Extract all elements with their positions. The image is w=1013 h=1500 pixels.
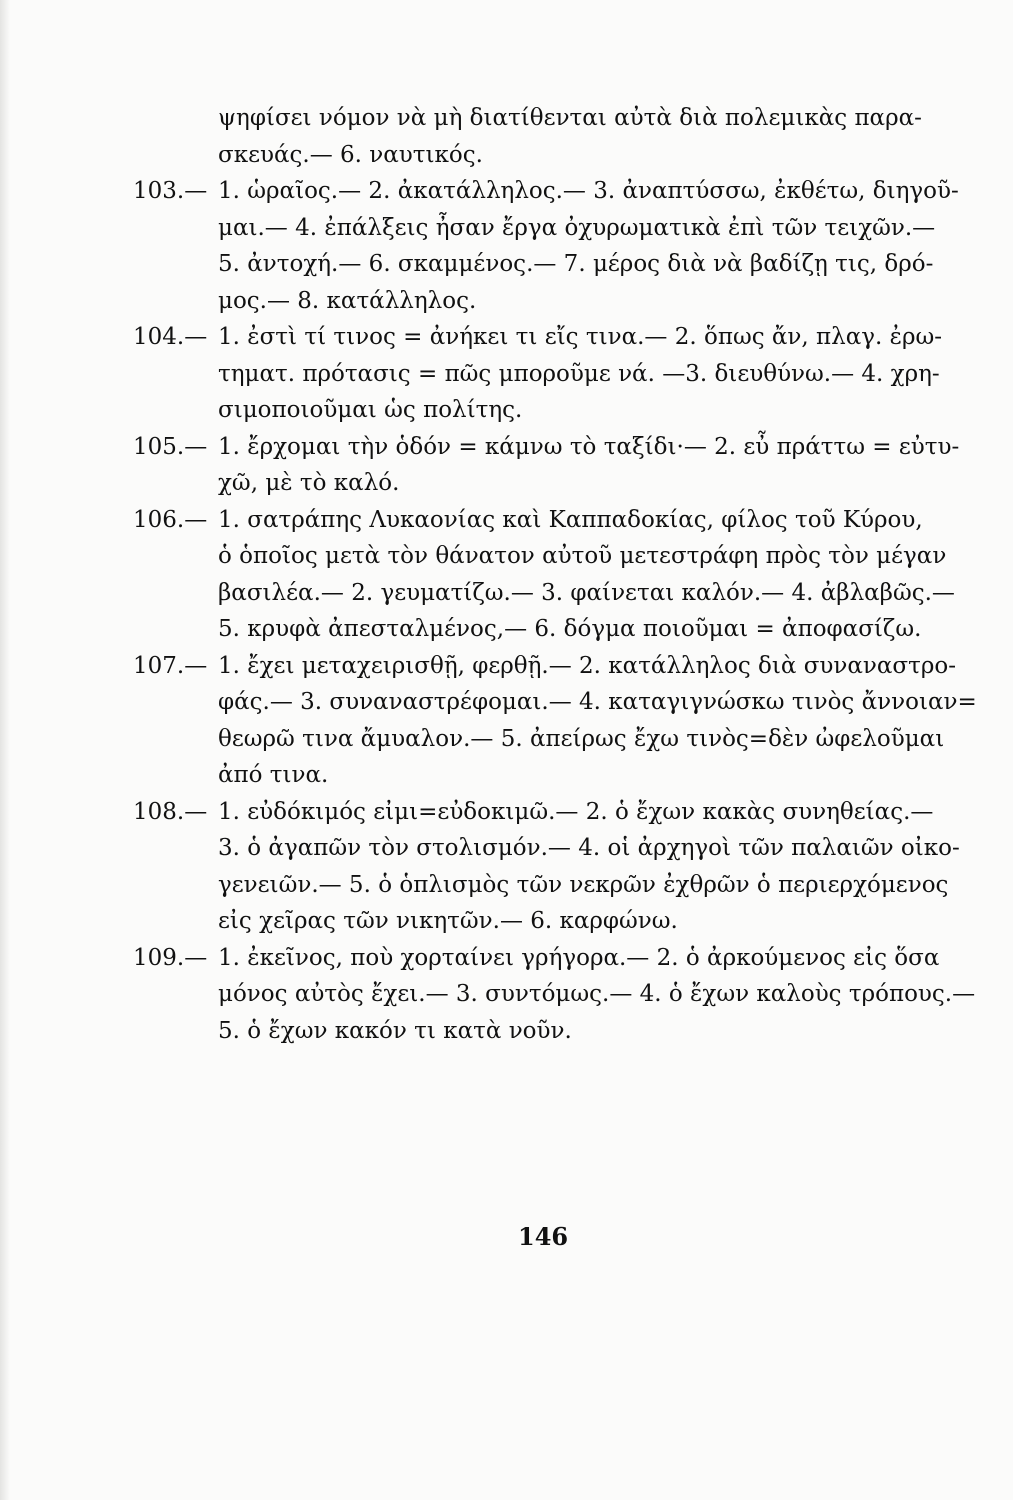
line-text: βασιλέα.— 2. γευματίζω.— 3. φαίνεται καλόν.— 4. ἀβλαβῶς.—	[218, 579, 955, 606]
line-text: 5. ὁ ἔχων κακόν τι κατὰ νοῦν.	[218, 1017, 572, 1044]
text-line	[0, 208, 1013, 248]
text-line	[0, 609, 1013, 649]
line-text: χῶ, μὲ τὸ καλό.	[218, 470, 400, 496]
text-line	[0, 317, 1013, 357]
text-line	[0, 792, 1013, 832]
text-line	[0, 573, 1013, 613]
line-text: 5. κρυφὰ ἀπεσταλμένος,— 6. δόγμα ποιοῦμαι = ἀποφασίζω.	[218, 616, 922, 642]
line-text: 1. ὡραῖος.— 2. ἀκατάλληλος.— 3. ἀναπτύσσω, ἐκθέτω, διηγοῦ-	[218, 178, 959, 204]
text-line	[0, 646, 1013, 686]
text-line	[0, 901, 1013, 941]
text-line	[0, 828, 1013, 868]
text-line	[0, 938, 1013, 978]
text-line	[0, 354, 1013, 394]
line-text: 1. εὐδόκιμός εἰμι=εὐδοκιμῶ.— 2. ὁ ἔχων κακὰς συνηθείας.—	[218, 798, 934, 825]
entry-number: 106.—	[133, 506, 208, 533]
line-text: σιμοποιοῦμαι ὡς πολίτης.	[218, 397, 523, 423]
entry-number: 108.—	[133, 798, 208, 825]
text-line	[0, 281, 1013, 321]
entry-number: 107.—	[133, 652, 208, 679]
line-text: μαι.— 4. ἐπάλξεις ἦσαν ἔργα ὀχυρωματικὰ ἐπὶ τῶν τειχῶν.—	[218, 214, 936, 241]
line-text: σκευάς.— 6. ναυτικός.	[218, 141, 483, 168]
line-text: 1. σατράπης Λυκαονίας καὶ Καππαδοκίας, φίλος τοῦ Κύρου,	[218, 506, 923, 533]
line-text: 1. ἐκεῖνος, ποὺ χορταίνει γρήγορα.— 2. ὁ ἀρκούμενος εἰς ὅσα	[218, 944, 940, 971]
text-line	[0, 427, 1013, 467]
text-line	[0, 171, 1013, 211]
text-line	[0, 1011, 1013, 1051]
text-line	[0, 500, 1013, 540]
text-line	[0, 974, 1013, 1014]
line-text: 1. ἔρχομαι τὴν ὁδόν = κάμνω τὸ ταξίδι·— 2. εὖ πράττω = εὐτυ-	[218, 433, 960, 460]
line-text: ψηφίσει νόμον νὰ μὴ διατίθενται αὐτὰ διὰ πολεμικὰς παρα-	[218, 105, 922, 131]
page-number: 146	[518, 1222, 569, 1251]
text-line	[0, 755, 1013, 795]
line-text: εἰς χεῖρας τῶν νικητῶν.— 6. καρφώνω.	[218, 908, 678, 934]
line-text: 1. ἐστὶ τί τινος = ἀνήκει τι εἴς τινα.— 2. ὅπως ἄν, πλαγ. ἐρω-	[218, 324, 943, 350]
line-text: 3. ὁ ἀγαπῶν τὸν στολισμόν.— 4. οἱ ἀρχηγοὶ τῶν παλαιῶν οἰκο-	[218, 835, 960, 861]
text-line	[0, 98, 1013, 138]
line-text: γενειῶν.— 5. ὁ ὁπλισμὸς τῶν νεκρῶν ἐχθρῶν ὁ περιερχόμενος	[218, 871, 949, 898]
line-text: 5. ἀντοχή.— 6. σκαμμένος.— 7. μέρος διὰ νὰ βαδίζῃ τις, δρό-	[218, 251, 934, 277]
text-line	[0, 135, 1013, 175]
entry-number: 105.—	[133, 433, 208, 460]
entry-number: 104.—	[133, 324, 208, 350]
text-line	[0, 865, 1013, 905]
text-line	[0, 536, 1013, 576]
text-line	[0, 244, 1013, 284]
line-text: ὁ ὁποῖος μετὰ τὸν θάνατον αὐτοῦ μετεστράφη πρὸς τὸν μέγαν	[218, 543, 947, 569]
line-text: ἀπό τινα.	[218, 762, 329, 788]
line-text: φάς.— 3. συναναστρέφομαι.— 4. καταγιγνώσκω τινὸς ἄννοιαν=	[218, 689, 977, 715]
entry-number: 109.—	[133, 944, 208, 971]
line-text: 1. ἔχει μεταχειρισθῇ, φερθῇ.— 2. κατάλληλος διὰ συναναστρο-	[218, 652, 956, 679]
entry-number: 103.—	[133, 178, 208, 204]
text-line	[0, 463, 1013, 503]
line-text: θεωρῶ τινα ἄμυαλον.— 5. ἀπείρως ἔχω τινὸς=δὲν ὠφελοῦμαι	[218, 725, 945, 752]
text-line	[0, 682, 1013, 722]
line-text: μος.— 8. κατάλληλος.	[218, 287, 477, 314]
line-text: τηματ. πρότασις = πῶς μποροῦμε νά. —3. διευθύνω.— 4. χρη-	[218, 360, 940, 387]
line-text: μόνος αὐτὸς ἔχει.— 3. συντόμως.— 4. ὁ ἔχων καλοὺς τρόπους.—	[218, 981, 976, 1007]
text-line	[0, 719, 1013, 759]
text-line	[0, 390, 1013, 430]
